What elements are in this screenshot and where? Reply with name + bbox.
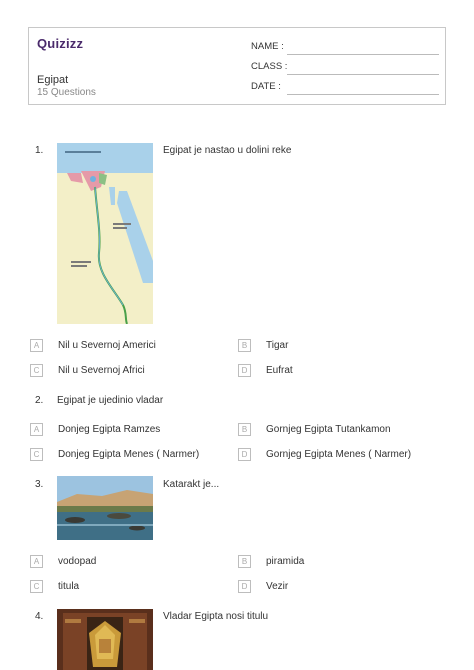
class-field[interactable]	[251, 61, 439, 75]
option-text: titula	[58, 581, 80, 592]
class-line	[287, 74, 439, 75]
option-text: vodopad	[58, 556, 97, 567]
question-number: 3.	[35, 479, 44, 490]
class-label: CLASS :	[251, 61, 288, 72]
option-text: Donjeg Egipta Menes ( Narmer)	[58, 449, 200, 460]
worksheet-title: Egipat	[37, 74, 69, 86]
option-letter: A	[30, 423, 43, 436]
option-text: Tigar	[266, 340, 289, 351]
option-text: Gornjeg Egipta Menes ( Narmer)	[266, 449, 412, 460]
option-letter: A	[30, 555, 43, 568]
option-text: Eufrat	[266, 365, 293, 376]
pharaoh-image	[57, 609, 153, 670]
option-letter: B	[238, 339, 251, 352]
option-text: Donjeg Egipta Ramzes	[58, 424, 161, 435]
cataract-image	[57, 476, 153, 540]
option-text: Nil u Severnoj Americi	[58, 340, 156, 351]
option-letter: B	[238, 423, 251, 436]
date-field[interactable]	[251, 81, 439, 95]
name-field[interactable]	[251, 41, 439, 55]
option-letter: D	[238, 364, 251, 377]
worksheet-header	[28, 27, 446, 105]
option-letter: A	[30, 339, 43, 352]
egypt-map-image	[57, 143, 153, 324]
option-text: Nil u Severnoj Africi	[58, 365, 145, 376]
option-letter: B	[238, 555, 251, 568]
name-label: NAME :	[251, 41, 284, 52]
question-number: 1.	[35, 145, 44, 156]
option-text: piramida	[266, 556, 305, 567]
date-line	[287, 94, 439, 95]
question-number: 2.	[35, 395, 44, 406]
option-text: Vezir	[266, 581, 289, 592]
question-count: 15 Questions	[37, 87, 96, 98]
quizizz-logo: Quizizz	[37, 36, 84, 51]
question-number: 4.	[35, 611, 44, 622]
option-letter: C	[30, 364, 43, 377]
option-letter: D	[238, 580, 251, 593]
option-text: Gornjeg Egipta Tutankamon	[266, 424, 391, 435]
question-text: Egipat je ujedinio vladar	[57, 395, 164, 406]
option-letter: C	[30, 580, 43, 593]
name-line	[287, 54, 439, 55]
question-text: Katarakt je...	[163, 479, 220, 490]
question-text: Egipat je nastao u dolini reke	[163, 145, 292, 156]
option-letter: C	[30, 448, 43, 461]
date-label: DATE :	[251, 81, 281, 92]
question-text: Vladar Egipta nosi titulu	[163, 611, 269, 622]
option-letter: D	[238, 448, 251, 461]
